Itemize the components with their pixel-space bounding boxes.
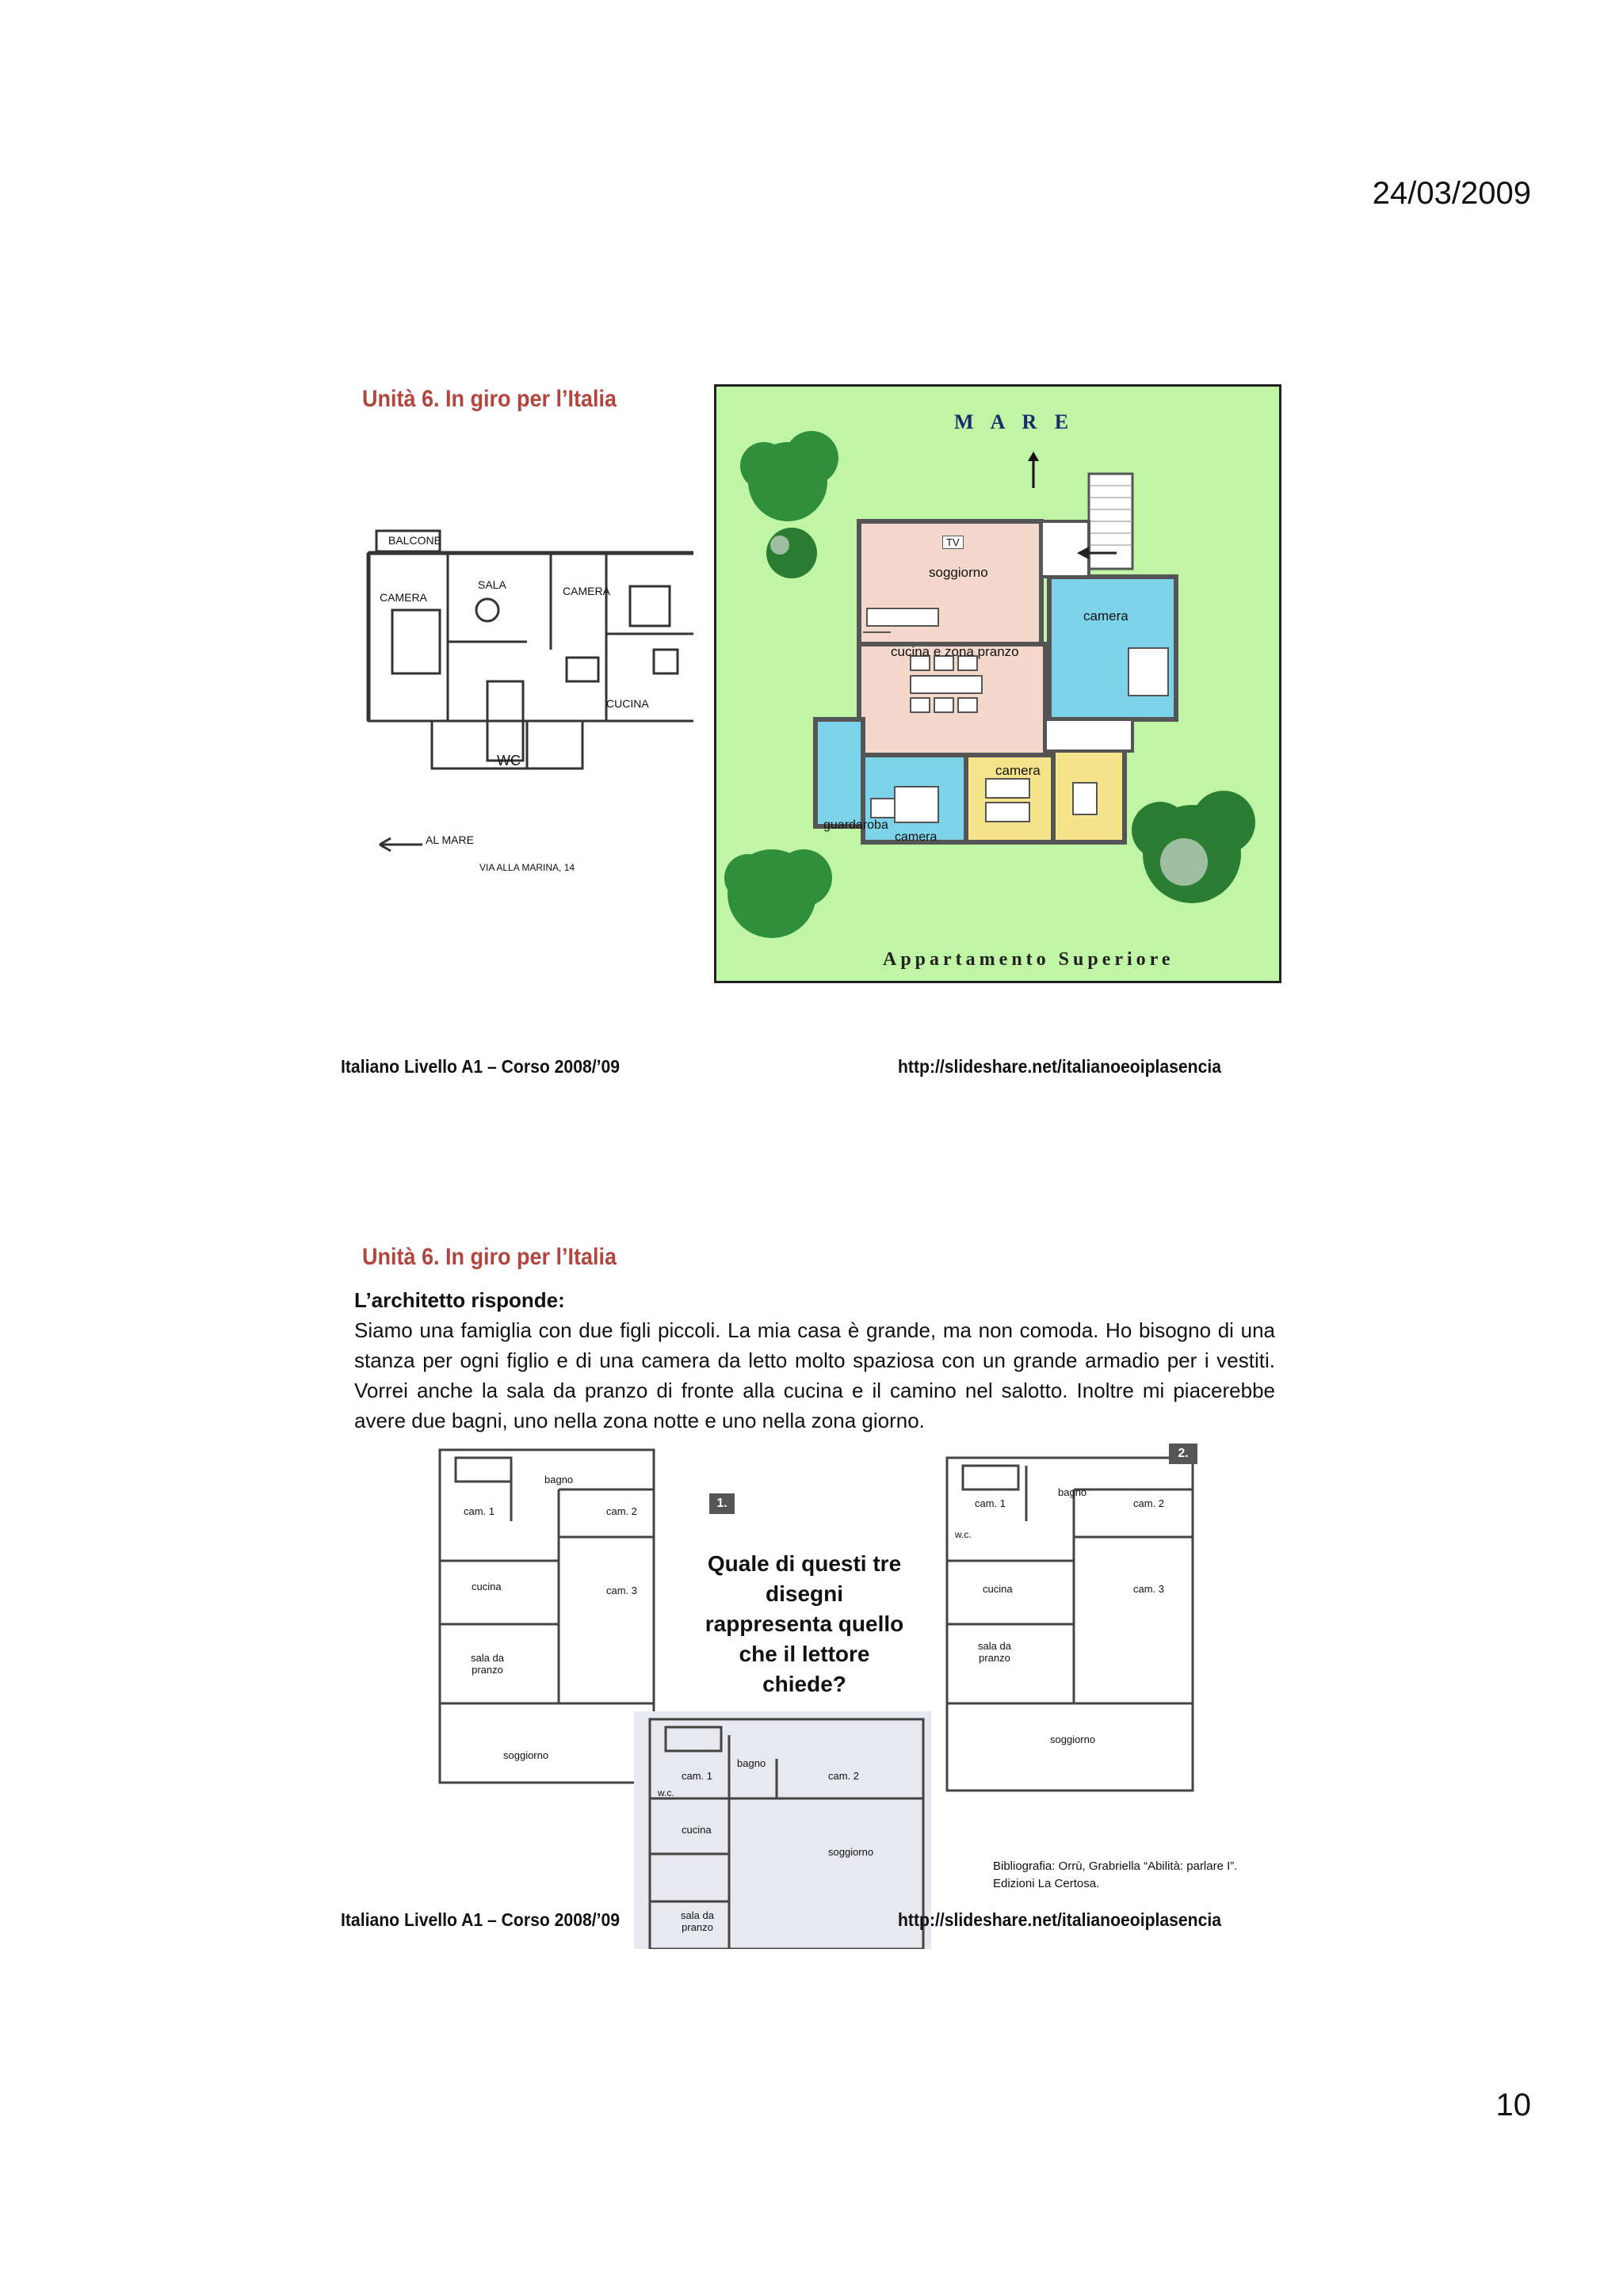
floor-plan-colored: [714, 384, 1281, 983]
slide-2: [329, 1220, 1284, 1949]
plan-2-badge: 2.: [1169, 1444, 1197, 1464]
floor-plan-sketch: [345, 523, 693, 873]
room-label-balcone: BALCONE: [388, 534, 441, 547]
slide-1: [329, 368, 1284, 1081]
p3-cucina: cucina: [682, 1824, 712, 1836]
p1-cam3: cam. 3: [606, 1585, 638, 1596]
floor-plan-3: [634, 1711, 931, 1949]
slide-1-footer-right: http://slideshare.net/italianoeoiplasencia: [898, 1056, 1222, 1077]
slide-1-footer-left: Italiano Livello A1 – Corso 2008/’09: [341, 1056, 621, 1077]
p3-cam1: cam. 1: [682, 1770, 713, 1782]
p3-cam2: cam. 2: [828, 1770, 860, 1782]
room-label-camera-2: CAMERA: [380, 591, 427, 604]
sea-label: M A R E: [954, 410, 1075, 433]
floor-plan-2: [939, 1450, 1209, 1798]
room-label-sala: SALA: [478, 578, 506, 591]
plan-caption: Appartamento Superiore: [883, 949, 1174, 970]
room-label-wc: WC: [497, 753, 521, 769]
room-label-camera-right: camera: [1083, 608, 1128, 624]
slide-2-footer-left: Italiano Livello A1 – Corso 2008/’09: [341, 1909, 621, 1930]
p3-soggiorno: soggiorno: [828, 1846, 874, 1858]
plan-1-badge: 1.: [709, 1493, 735, 1514]
room-label-cucina-pranzo: cucina e zona pranzo: [891, 644, 1019, 659]
p1-cam1: cam. 1: [464, 1505, 495, 1517]
architect-text: [354, 1285, 1275, 1436]
room-label-camera-left: camera: [895, 830, 938, 844]
p2-cucina: cucina: [983, 1583, 1013, 1595]
slide-2-title: Unità 6. In giro per l’Italia: [362, 1244, 617, 1270]
page-number: 10: [1495, 2088, 1531, 2122]
room-label-guardaroba: guardaroba: [823, 818, 888, 832]
room-label-cucina: CUCINA: [606, 697, 649, 710]
p3-sala: sala da pranzo: [681, 1909, 714, 1933]
room-label-camera-bottom: camera: [995, 763, 1041, 778]
architect-heading: L’architetto risponde:: [354, 1288, 565, 1312]
p2-cam3: cam. 3: [1133, 1583, 1165, 1595]
arrow-left-icon: [376, 837, 424, 852]
p2-bagno: bagno: [1058, 1486, 1087, 1498]
p3-bagno: bagno: [737, 1757, 766, 1769]
page-date: 24/03/2009: [1372, 176, 1531, 211]
p2-soggiorno: soggiorno: [1050, 1733, 1096, 1745]
p1-cam2: cam. 2: [606, 1505, 638, 1517]
address-label: VIA ALLA MARINA, 14: [479, 862, 575, 873]
p2-sala: sala da pranzo: [978, 1640, 1011, 1664]
bibliography: Bibliografia: Orrù, Grabriella “Abilità: parlare I”. Edizioni La Certosa.: [993, 1859, 1238, 1890]
p1-sala: sala da pranzo: [471, 1652, 504, 1676]
tv-label: TV: [942, 536, 964, 549]
al-mare-label: AL MARE: [426, 833, 474, 846]
slide-2-footer-right: http://slideshare.net/italianoeoiplasencia: [898, 1909, 1222, 1930]
p1-cucina: cucina: [472, 1581, 502, 1592]
architect-paragraph: Siamo una famiglia con due figli piccoli. La mia casa è grande, ma non comoda. Ho bisogno di una stanza per ogni figlio e di una camera da letto molto spaziosa con un grande armadio per i vestiti. Vorrei anche la sala da pranzo di fronte alla cucina e il camino nel salotto. Inoltre mi piacerebbe avere due bagni, uno nella zona notte e uno nella zona giorno.: [354, 1318, 1275, 1432]
p2-cam1: cam. 1: [975, 1497, 1006, 1509]
p2-wc: w.c.: [955, 1529, 972, 1540]
question-text: Quale di questi tre disegni rappresenta quello che il lettore chiede?: [705, 1551, 904, 1696]
p3-wc: w.c.: [658, 1787, 674, 1798]
p1-soggiorno: soggiorno: [503, 1749, 549, 1761]
slide-1-title: Unità 6. In giro per l’Italia: [362, 386, 617, 412]
room-label-soggiorno: soggiorno: [929, 565, 988, 580]
p1-bagno: bagno: [544, 1474, 574, 1486]
p2-cam2: cam. 2: [1133, 1497, 1165, 1509]
floor-plan-1: [424, 1442, 670, 1798]
room-label-camera: CAMERA: [563, 585, 610, 597]
